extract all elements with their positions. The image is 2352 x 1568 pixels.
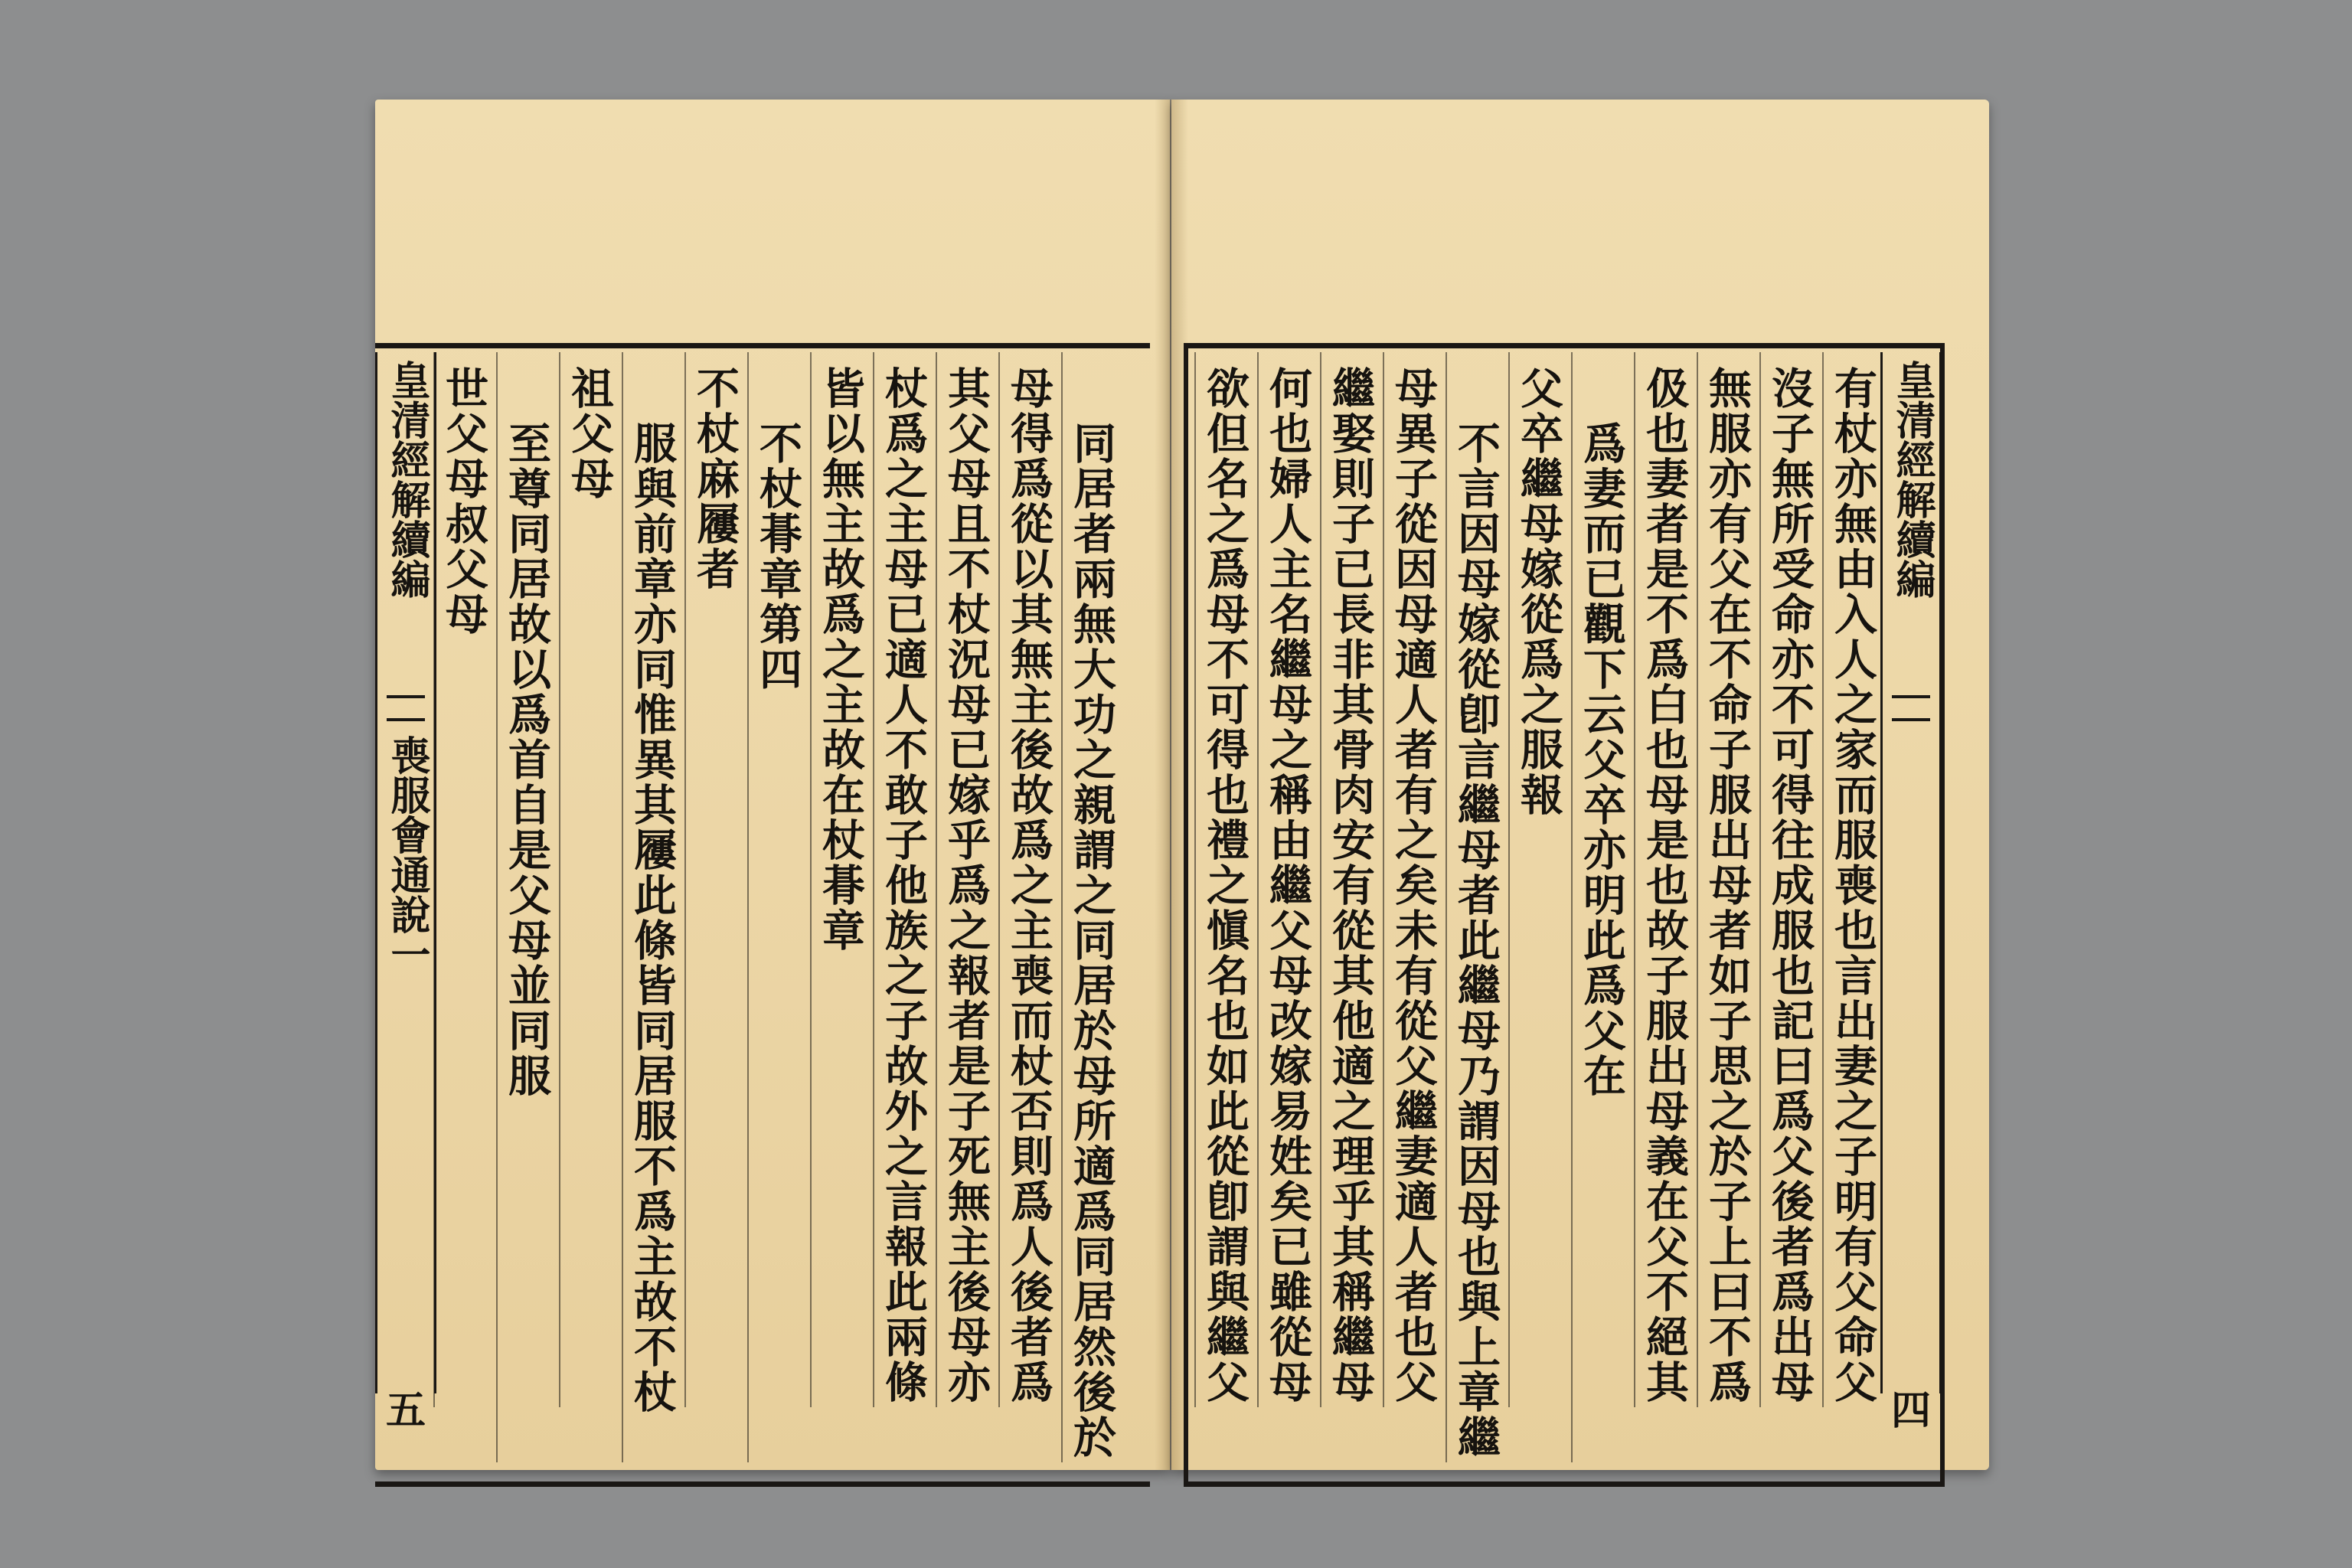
right-col-8: 伋也妻者是不爲白也母是也故子服出母義在父不絕其 xyxy=(1634,352,1692,1407)
right-page-number: 四 xyxy=(1890,1387,1931,1434)
left-col-3: 祖父母 xyxy=(559,352,617,1407)
left-spine-section: 喪服會通說一 xyxy=(384,735,430,974)
right-col-11: 有杖亦無由入人之家而服喪也言出妻之子明有父命父 xyxy=(1822,352,1880,1407)
right-col-3: 繼娶則子已長非其骨肉安有從其他適之理乎其稱繼母 xyxy=(1320,352,1378,1407)
right-col-6: 父卒繼母嫁從爲之服報 xyxy=(1508,352,1566,1407)
left-col-4: 服與前章亦同惟異其屨此條皆同居服不爲主故不杖 xyxy=(622,352,680,1462)
left-col-7: 皆以無主故爲之主故在杖朞章 xyxy=(810,352,868,1407)
left-page-spine xyxy=(375,352,436,1434)
left-col-8: 杖爲之主母已適人不敢子他族之子故外之言報此兩條 xyxy=(873,352,931,1407)
left-col-6: 不杖朞章第四 xyxy=(747,352,805,1462)
left-col-9: 其父母且不杖況母已嫁乎爲之報者是子死無主後母亦 xyxy=(936,352,994,1407)
left-spine-title: 皇清經解續編 xyxy=(384,360,430,599)
left-col-10: 母得爲從以其無主後故爲之主喪而杖否則爲人後者爲 xyxy=(998,352,1057,1407)
left-col-11: 同居者兩無大功之親謂之同居於母所適爲同居然後於 xyxy=(1061,352,1119,1462)
right-spine-title: 皇清經解續編 xyxy=(1889,360,1936,599)
right-col-7: 爲妻而已觀下云父卒亦明此爲父在 xyxy=(1571,352,1629,1462)
open-book xyxy=(375,100,1989,1482)
right-col-4: 母異子從因母適人者有之矣未有從父繼妻適人者也父 xyxy=(1383,352,1441,1407)
folio-fish-tail-mark xyxy=(387,695,425,721)
left-col-2: 至尊同居故以爲首自是父母並同服 xyxy=(496,352,554,1462)
right-page-spine xyxy=(1880,352,1942,1434)
right-col-2: 何也婦人主名繼母之稱由繼父母改嫁易姓矣已雖從母 xyxy=(1257,352,1315,1407)
right-col-9: 無服亦有父在不命子服出母者如子思之於子上曰不爲 xyxy=(1697,352,1755,1407)
left-col-5: 不杖麻屨者 xyxy=(684,352,743,1407)
folio-fish-tail-mark xyxy=(1892,695,1930,721)
right-col-10: 沒子無所受命亦不可得往成服也記曰爲父後者爲出母 xyxy=(1759,352,1818,1407)
left-col-1: 世父母叔父母 xyxy=(433,352,492,1407)
right-col-5: 不言因母嫁從卽言繼母者此繼母乃謂因母也與上章繼 xyxy=(1446,352,1504,1462)
left-page-number: 五 xyxy=(385,1387,426,1434)
right-col-1: 欲但名之爲母不可得也禮之愼名也如此從卽謂與繼父 xyxy=(1194,352,1253,1407)
